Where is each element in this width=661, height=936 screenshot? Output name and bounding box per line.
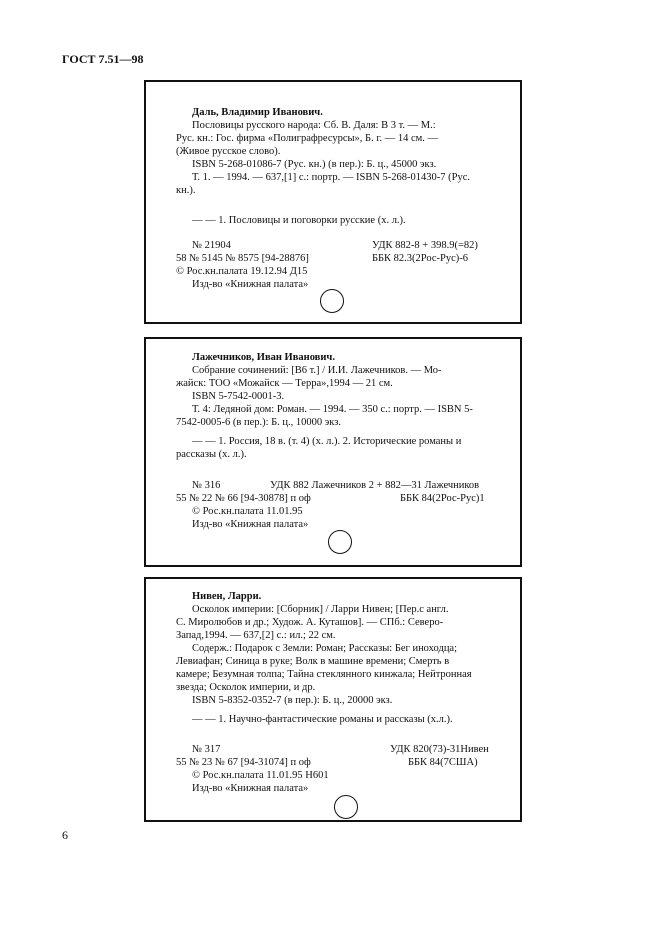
card-description-line: ISBN 5-268-01086-7 (Рус. кн.) (в пер.): Б. ц., 45000 экз. — [192, 159, 437, 170]
card-tracing: — — 1. Научно-фантастические романы и рассказы (х.л.). — [192, 714, 453, 725]
card-tracing: рассказы (х. л.). — [176, 449, 247, 460]
card-description-line: Т. 1. — 1994. — 637,[1] с.: портр. — ISBN 5-268-01430-7 (Рус. — [192, 172, 471, 183]
card-description-line: С. Миролюбов и др.; Худож. А. Куташов]. — СПб.: Северо- — [176, 617, 444, 628]
catalog-card-2 — [144, 337, 522, 567]
catalog-card-3 — [144, 577, 522, 822]
card-description-line: кн.). — [176, 185, 196, 196]
card-description-line: звезда; Осколок империи, и др. — [176, 682, 316, 693]
card-registry: 55 № 22 № 66 [94-30878] п оф — [176, 493, 311, 504]
card-description-line: Рус. кн.: Гос. фирма «Полиграфресурсы», Б. г. — 14 см. — — [176, 133, 439, 144]
card-tracing: — — 1. Пословицы и поговорки русские (х. л.). — [192, 215, 406, 226]
card-description-line: ISBN 5-7542-0001-3. — [192, 391, 285, 402]
card-copyright: © Рос.кн.палата 11.01.95 — [192, 506, 303, 517]
card-number: № 317 — [192, 744, 221, 755]
card-author: Лажечников, Иван Иванович. — [192, 352, 335, 363]
card-description-line: Левиафан; Синица в руке; Волк в машине времени; Смерть в — [176, 656, 450, 667]
card-punch-hole — [334, 795, 358, 819]
card-bbk: ББК 84(7США) — [408, 757, 478, 768]
card-udk: УДК 882 Лажечников 2 + 882—31 Лажечников — [270, 480, 480, 491]
card-bbk: ББК 82.3(2Рос-Рус)-6 — [372, 253, 469, 264]
card-registry: 55 № 23 № 67 [94-31074] п оф — [176, 757, 311, 768]
card-tracing: — — 1. Россия, 18 в. (т. 4) (х. л.). 2. Исторические романы и — [192, 436, 462, 447]
catalog-card-1 — [144, 80, 522, 324]
card-publisher: Изд-во «Книжная палата» — [192, 783, 309, 794]
card-number: № 21904 — [192, 240, 231, 251]
card-punch-hole — [328, 530, 352, 554]
card-description-line: жайск: ТОО «Можайск — Терра»,1994 — 21 см. — [176, 378, 393, 389]
card-udk: УДК 882-8 + 398.9(=82) — [372, 240, 478, 251]
card-description-line: 7542-0005-6 (в пер.): Б. ц., 10000 экз. — [176, 417, 342, 428]
card-punch-hole — [320, 289, 344, 313]
card-copyright: © Рос.кн.палата 11.01.95 Н601 — [192, 770, 329, 781]
card-description-line: Пословицы русского народа: Сб. В. Даля: В 3 т. — М.: — [192, 120, 436, 131]
card-author: Нивен, Ларри. — [192, 591, 262, 602]
card-author: Даль, Владимир Иванович. — [192, 107, 323, 118]
card-registry: 58 № 5145 № 8575 [94-28876] — [176, 253, 309, 264]
card-description-line: камере; Безумная толпа; Тайна стеклянного кинжала; Нейтронная — [176, 669, 472, 680]
page-number: 6 — [62, 828, 68, 842]
card-description-line: Т. 4: Ледяной дом: Роман. — 1994. — 350 с.: портр. — ISBN 5- — [192, 404, 473, 415]
card-description-line: ISBN 5-8352-0352-7 (в пер.): Б. ц., 20000 экз. — [192, 695, 393, 706]
card-description-line: Запад,1994. — 637,[2] с.: ил.; 22 см. — [176, 630, 336, 641]
document-header: ГОСТ 7.51—98 — [62, 52, 144, 66]
card-publisher: Изд-во «Книжная палата» — [192, 279, 309, 290]
card-description-line: Осколок империи: [Сборник] / Ларри Нивен; [Пер.с англ. — [192, 604, 449, 615]
card-udk: УДК 820(73)-31Нивен — [390, 744, 489, 755]
card-number: № 316 — [192, 480, 221, 491]
card-description-line: (Живое русское слово). — [176, 146, 281, 157]
card-bbk: ББК 84(2Рос-Рус)1 — [400, 493, 485, 504]
card-description-line: Собрание сочинений: [В6 т.] / И.И. Лажечников. — Мо- — [192, 365, 442, 376]
card-copyright: © Рос.кн.палата 19.12.94 Д15 — [176, 266, 308, 277]
card-publisher: Изд-во «Книжная палата» — [192, 519, 309, 530]
card-description-line: Содерж.: Подарок с Земли: Роман; Рассказы: Бег иноходца; — [192, 643, 458, 654]
